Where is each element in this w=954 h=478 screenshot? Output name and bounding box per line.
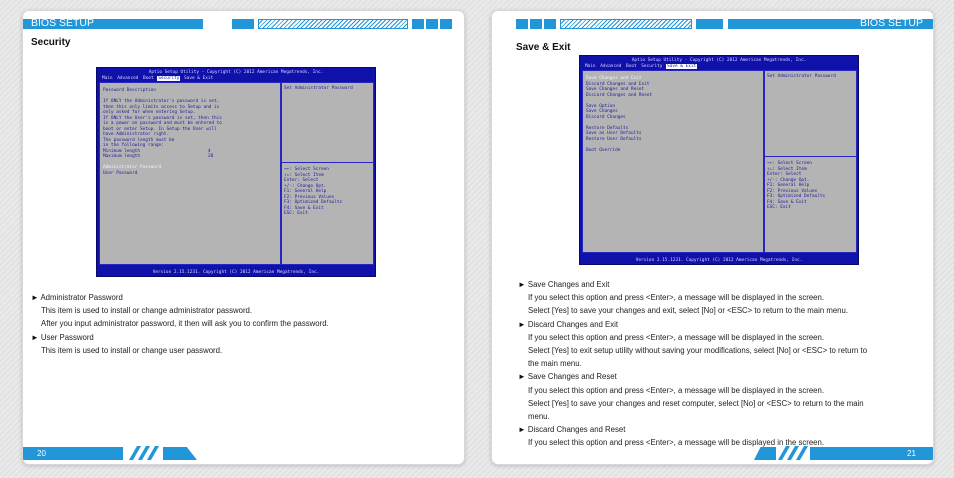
left-page bbox=[22, 10, 465, 465]
description-title bbox=[518, 318, 867, 331]
bios-key-line: Enter: Select bbox=[284, 178, 319, 183]
description-line: menu. bbox=[528, 412, 550, 422]
header-title: BIOS SETUP bbox=[31, 17, 95, 29]
description-title bbox=[518, 423, 867, 436]
description-title bbox=[31, 291, 329, 304]
description-line: Select [Yes] to exit setup utility without saving your modifications, select [No] or <ESC> to return to bbox=[528, 346, 868, 356]
bios-menu-main: Main bbox=[585, 63, 596, 69]
bios-key-legend bbox=[767, 161, 825, 211]
bios-menu-main: Main bbox=[102, 75, 113, 81]
bios-main-panel bbox=[99, 82, 281, 265]
bios-text-line: Password Description bbox=[103, 88, 156, 93]
description-line: Select [Yes] to save your changes and reset computer, select [No] or <ESC> to return to the main bbox=[528, 398, 864, 408]
description-line: After you input administrator password, it then will ask you to confirm the password. bbox=[41, 319, 329, 329]
description-title bbox=[31, 331, 329, 344]
bios-key-line: F1: General Help bbox=[767, 183, 810, 188]
bios-item-user-password[interactable]: User Password bbox=[103, 170, 138, 176]
right-page bbox=[491, 10, 934, 465]
bios-menu-bar bbox=[101, 76, 214, 81]
bios-menu-security: Security bbox=[158, 75, 180, 81]
bios-title: Aptio Setup Utility - Copyright (C) 2012 American Megatrends, Inc. bbox=[631, 58, 807, 63]
bullet-icon: ► bbox=[31, 332, 39, 342]
footer-bar-tail bbox=[163, 447, 197, 460]
range-value: 20 bbox=[208, 154, 214, 159]
description-title-text: Discard Changes and Exit bbox=[527, 319, 619, 329]
page-number: 20 bbox=[37, 449, 46, 458]
bios-menu-boot: Boot bbox=[626, 63, 637, 69]
bios-footer: Version 2.15.1231. Copyright (C) 2012 American Megatrends, Inc. bbox=[635, 258, 803, 263]
header-block bbox=[696, 19, 723, 29]
bios-text-line: only asked for when entering Setup. bbox=[103, 110, 196, 115]
bios-footer: Version 2.15.1231. Copyright (C) 2012 American Megatrends, Inc. bbox=[152, 270, 320, 275]
bullet-icon: ► bbox=[518, 280, 526, 289]
bios-item-save-as-user-defaults[interactable]: Save as User Defaults bbox=[586, 131, 642, 136]
range-label: Minimum length bbox=[103, 148, 141, 154]
range-label: Maximum length bbox=[103, 154, 141, 159]
header-title: BIOS SETUP bbox=[859, 17, 923, 29]
bios-key-line: F3: Optimized Defaults bbox=[284, 200, 343, 205]
bios-item-discard-changes-and-exit[interactable]: Discard Changes and Exit bbox=[586, 81, 650, 87]
bullet-icon: ► bbox=[518, 425, 526, 435]
bios-menu-advanced: Advanced bbox=[117, 75, 139, 81]
bios-help-top bbox=[282, 83, 373, 163]
description-line: If you select this option and press <Enter>, a message will be displayed in the screen. bbox=[528, 332, 825, 342]
bios-text-line: The password length must be bbox=[103, 137, 175, 143]
bios-key-line: F2: Previous Values bbox=[284, 194, 335, 200]
bios-item-discard-changes-and-reset[interactable]: Discard Changes and Reset bbox=[586, 92, 653, 98]
bios-label-boot-override: Boot Override bbox=[586, 147, 621, 153]
header-block bbox=[232, 19, 254, 29]
bios-menu-security: Security bbox=[641, 63, 663, 69]
description-line: If you select this option and press <Enter>, a message will be displayed in the screen. bbox=[528, 438, 825, 448]
header-block bbox=[544, 19, 556, 29]
description-title-text: Save Changes and Exit bbox=[527, 280, 610, 289]
description-title bbox=[518, 278, 867, 291]
bios-menu-boot: Boot bbox=[143, 75, 154, 81]
bios-key-line: F4: Save & Exit bbox=[767, 199, 807, 205]
bios-text-line: is a power on password and must be entered to bbox=[103, 121, 222, 126]
bios-text-line: If ONLY the Administrator's password is set, bbox=[103, 99, 220, 104]
bios-help-panel bbox=[764, 70, 857, 253]
header-block bbox=[426, 19, 438, 29]
description-title-text: User Password bbox=[40, 332, 94, 342]
bios-key-line: →←: Select Screen bbox=[284, 167, 329, 172]
bios-menu-bar bbox=[584, 64, 697, 69]
descriptions bbox=[31, 291, 329, 357]
description-line: If you select this option and press <Enter>, a message will be displayed in the screen. bbox=[528, 293, 825, 303]
bios-menu-advanced: Advanced bbox=[600, 63, 622, 69]
bios-text-line: If ONLY the User's password is set, then this bbox=[103, 115, 222, 121]
bios-item-administrator-password[interactable]: Administrator Password bbox=[103, 165, 162, 170]
description-title bbox=[518, 370, 867, 383]
descriptions bbox=[518, 278, 867, 450]
bios-help-text: Set Administrator Password bbox=[284, 86, 353, 91]
description-line: Select [Yes] to save your changes and exit, select [No] or <ESC> to return to the main menu. bbox=[528, 306, 848, 316]
header-hatch-bar bbox=[258, 19, 408, 29]
header-hatch-bar bbox=[560, 19, 692, 29]
bios-key-line: ↑↓: Select Item bbox=[767, 166, 807, 172]
bullet-icon: ► bbox=[518, 372, 526, 382]
bios-item-restore-defaults[interactable]: Restore Defaults bbox=[586, 125, 629, 131]
page-number: 21 bbox=[907, 449, 916, 458]
bios-title: Aptio Setup Utility - Copyright (C) 2012 American Megatrends, Inc. bbox=[148, 70, 324, 75]
description-line: the main menu. bbox=[528, 359, 582, 369]
bios-text-line: then this only limits access to Setup and is bbox=[103, 104, 220, 110]
range-value: 4 bbox=[208, 148, 211, 154]
bios-item-save-changes[interactable]: Save Changes bbox=[586, 109, 618, 114]
bios-key-line: →←: Select Screen bbox=[767, 161, 812, 166]
bios-key-line: +/-: Change Opt. bbox=[767, 177, 810, 183]
bios-help-text: Set Administrator Password bbox=[767, 74, 836, 79]
description-title-text: Administrator Password bbox=[40, 293, 123, 302]
bios-text-line: boot or enter Setup. In Setup the User will bbox=[103, 126, 217, 132]
header-block bbox=[412, 19, 424, 29]
bios-key-line: +/-: Change Opt. bbox=[284, 183, 327, 189]
header-block bbox=[440, 19, 452, 29]
bios-text-line: in the following range: bbox=[103, 143, 164, 148]
bullet-icon: ► bbox=[31, 293, 39, 302]
bios-item-save-changes-and-reset[interactable]: Save Changes and Reset bbox=[586, 87, 645, 92]
bios-menu-save-exit: Save & Exit bbox=[184, 75, 214, 81]
bios-screenshot bbox=[96, 67, 376, 277]
section-title: Security bbox=[31, 37, 71, 48]
header-block bbox=[516, 19, 528, 29]
bios-key-line: F2: Previous Values bbox=[767, 188, 818, 194]
description-line: If you select this option and press <Enter>, a message will be displayed in the screen. bbox=[528, 385, 825, 395]
bios-key-line: F1: General Help bbox=[284, 189, 327, 194]
description-title-text: Discard Changes and Reset bbox=[527, 425, 626, 435]
bios-key-legend bbox=[284, 167, 342, 217]
bios-screenshot bbox=[579, 55, 859, 265]
bios-item-discard-changes[interactable]: Discard Changes bbox=[586, 114, 626, 120]
bios-item-restore-user-defaults[interactable]: Restore User Defaults bbox=[586, 136, 642, 142]
bios-label-save-option: Save Option bbox=[586, 103, 616, 109]
bios-menu-save-exit: Save & Exit bbox=[667, 63, 697, 69]
header-block bbox=[530, 19, 542, 29]
bios-item-save-changes-and-exit[interactable]: Save Changes and Exit bbox=[586, 76, 642, 81]
bios-text-line: have Administrator right. bbox=[103, 132, 170, 137]
bios-help-panel bbox=[281, 82, 374, 265]
bios-main-panel bbox=[582, 70, 764, 253]
bios-key-line: ESC: Exit bbox=[284, 211, 308, 216]
description-line: This item is used to install or change administrator password. bbox=[41, 306, 253, 316]
description-title-text: Save Changes and Reset bbox=[527, 372, 617, 382]
bios-key-line: F4: Save & Exit bbox=[284, 205, 324, 211]
bios-key-line: F3: Optimized Defaults bbox=[767, 194, 826, 199]
bios-key-line: ESC: Exit bbox=[767, 205, 791, 210]
bios-key-line: Enter: Select bbox=[767, 172, 802, 177]
bios-help-top bbox=[765, 71, 856, 157]
description-line: This item is used to install or change user password. bbox=[41, 345, 223, 355]
bios-key-line: ↑↓: Select Item bbox=[284, 172, 324, 178]
bullet-icon: ► bbox=[518, 319, 526, 329]
section-title: Save & Exit bbox=[516, 42, 571, 53]
